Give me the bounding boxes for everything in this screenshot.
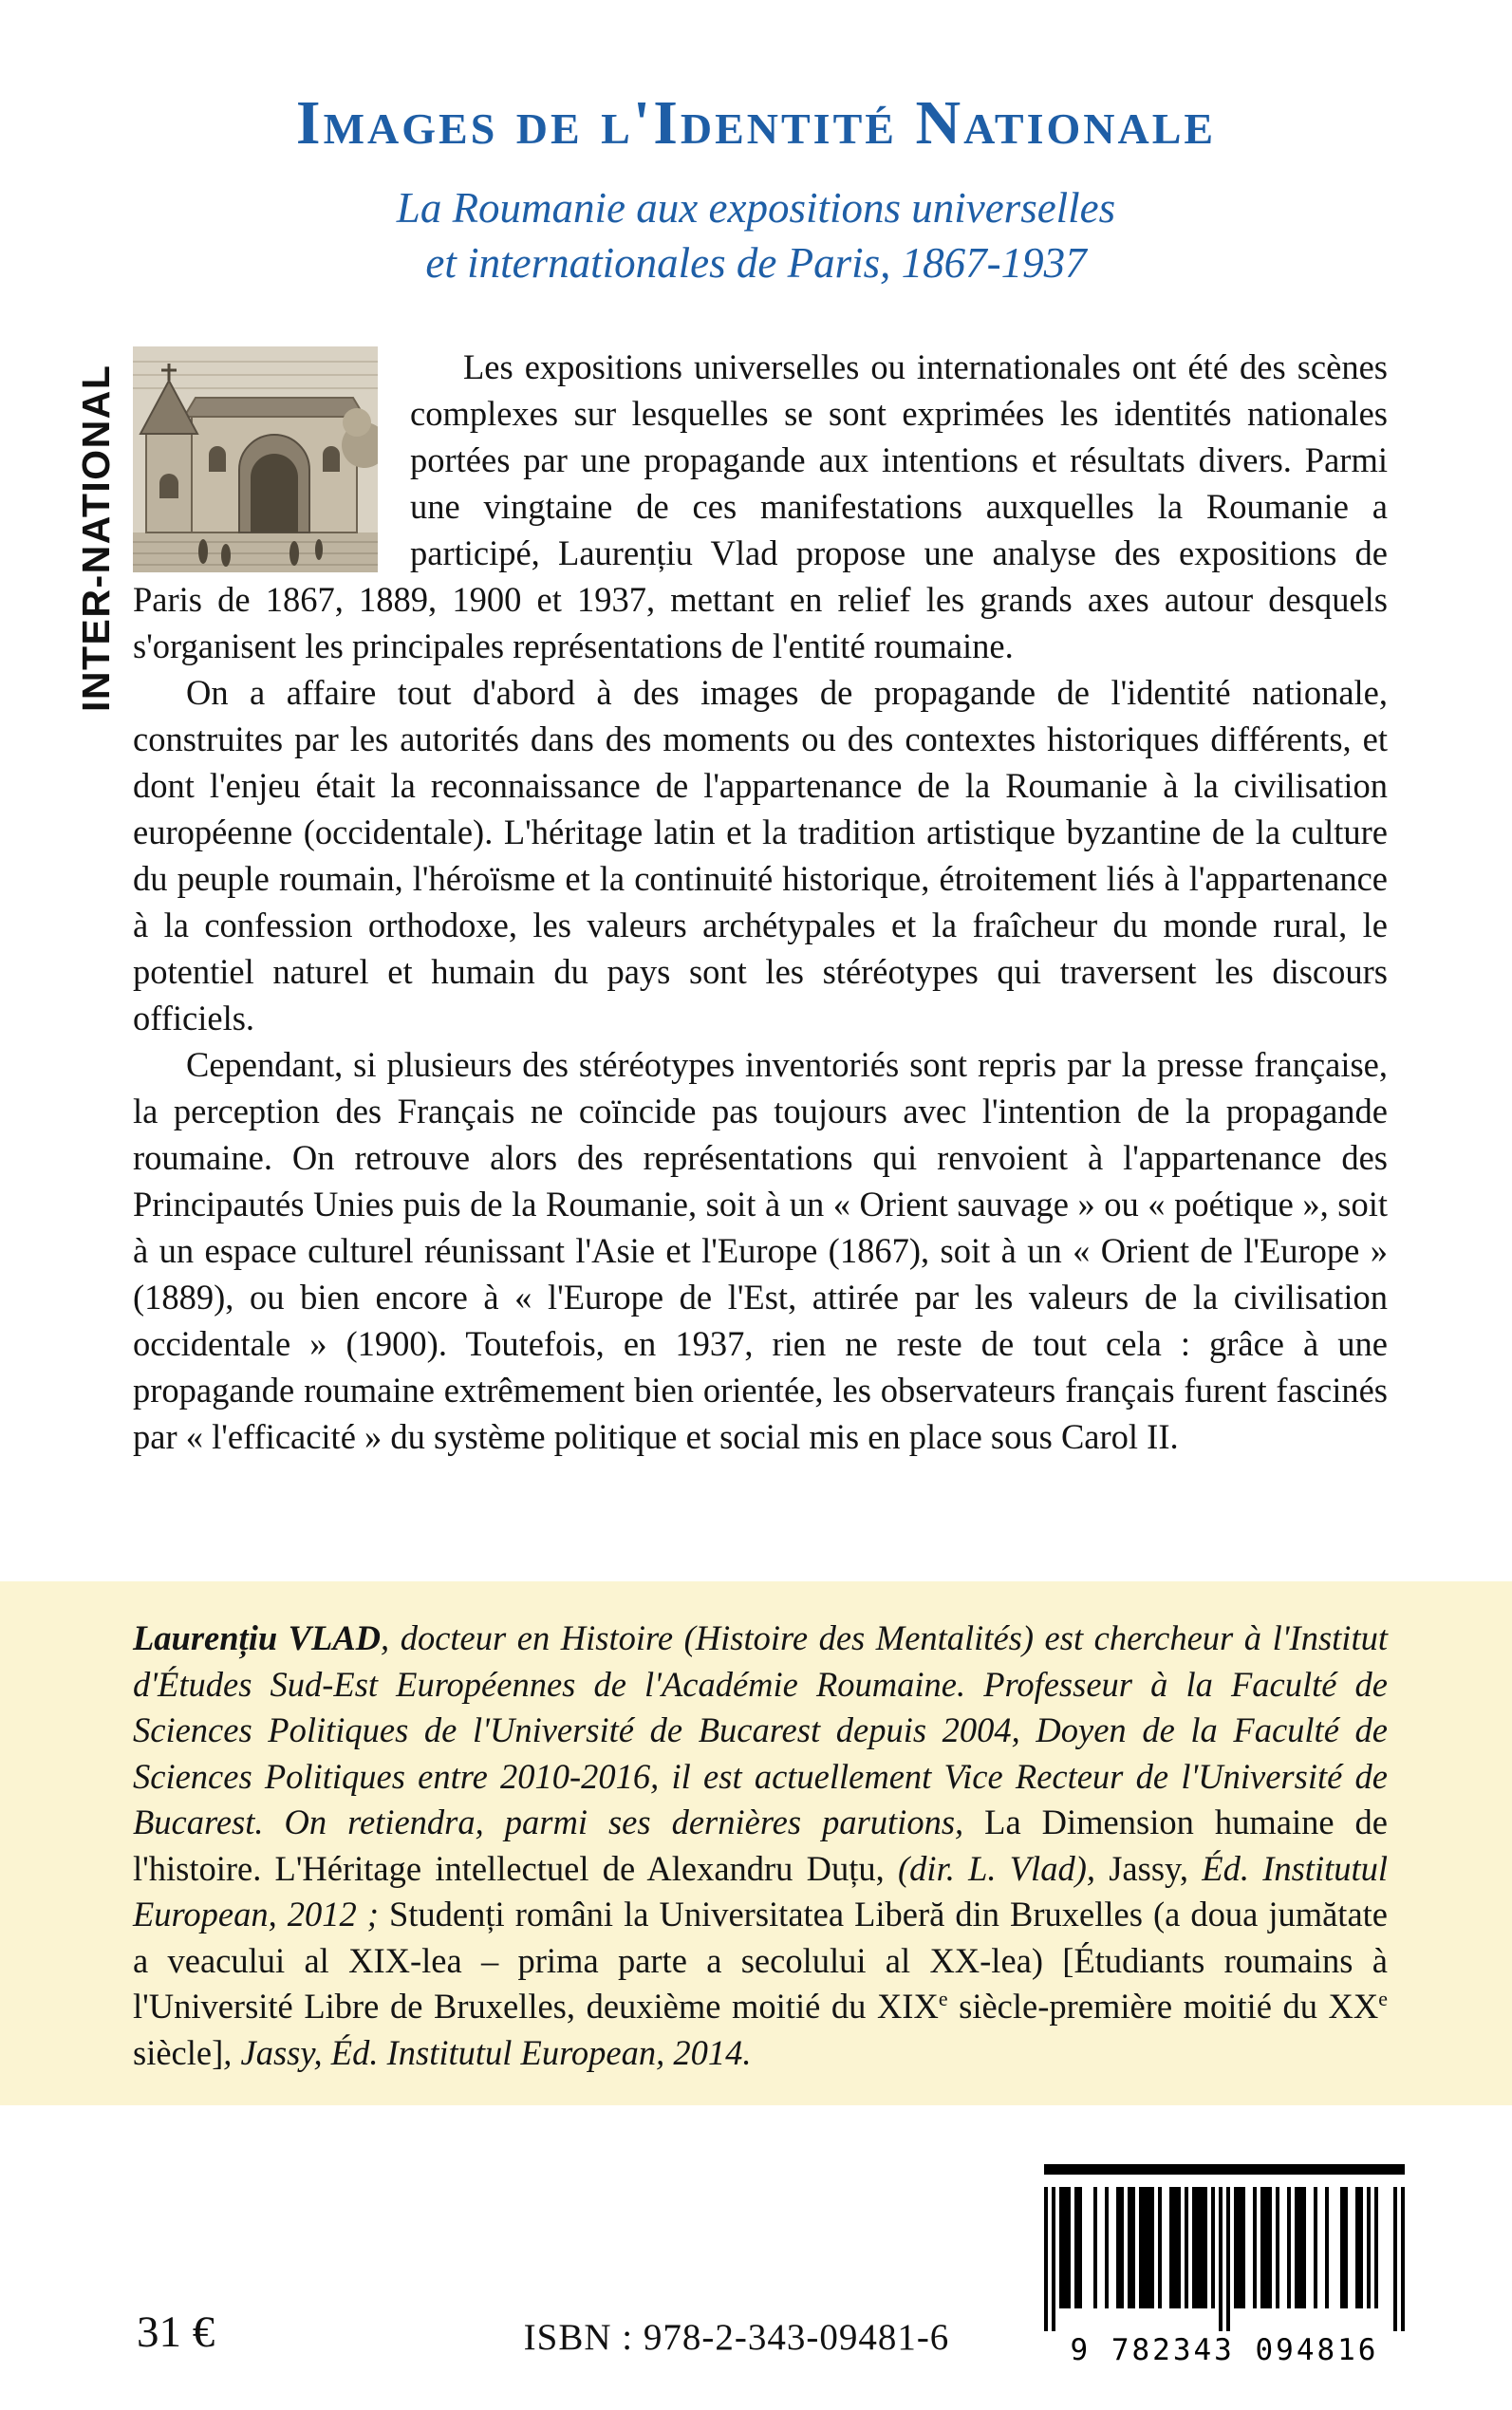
synopsis-paragraph-1-text: Les expositions universelles ou internationales ont été des scènes complexes sur lesquelles se sont exprimées les identités nationales portées par une propagande aux intentions et résultats divers. Parmi une vingtaine de ces manifestations auxquelles la Roumanie a participé, Laurențiu Vlad propose une analyse des expositions de Paris de 1867, 1889, 1900 et 1937, mettant en relief les grands axes autour desquels s'organisent les principales représentations de l'entité roumaine. [133, 347, 1388, 665]
price-label: 31 € [137, 2307, 215, 2357]
author-bio-band [0, 1581, 1512, 2105]
isbn-label: ISBN : 978-2-343-09481-6 [523, 2317, 950, 2358]
book-subtitle [0, 180, 1512, 290]
book-title: Images de l'Identité Nationale [295, 88, 1217, 158]
collection-spine-label: INTER-NATIONAL [74, 364, 118, 712]
barcode-top-rule [1044, 2164, 1405, 2175]
subtitle-line-2: et internationales de Paris, 1867-1937 [425, 239, 1087, 287]
synopsis-paragraph-2: On a affaire tout d'abord à des images de propagande de l'identité nationale, construites par les autorités dans des moments ou des contextes historiques différents, et dont l'enjeu était la reconnaissance de l'appartenance de la Roumanie à la civilisation européenne (occidentale). L'héritage latin et la tradition artistique byzantine de la culture du peuple roumain, l'héroïsme et la continuité historique, étroitement liés à l'appartenance à la confession orthodoxe, les valeurs archétypales et la fraîcheur du monde rural, le potentiel naturel et humain du pays sont les stéréotypes qui traversent les discours officiels. [133, 673, 1388, 1037]
synopsis-paragraph-3: Cependant, si plusieurs des stéréotypes inventoriés sont repris par la presse française, la perception des Français ne coïncide pas toujours avec l'intention de la propagande roumaine. On retrouve alors des représentations qui renvoient à l'appartenance des Principautés Unies puis de la Roumanie, soit à un « Orient sauvage » ou « poétique », soit à un espace culturel réunissant l'Asie et l'Europe (1867), soit à un « Orient de l'Europe » (1889), ou bien encore à « l'Europe de l'Est, attirée par les valeurs de la civilisation occidentale » (1900). Toutefois, en 1937, rien ne reste de tout cela : grâce à une propagande roumaine extrêmement bien orientée, les observateurs français furent fascinés par « l'efficacité » du système politique et social mis en place sous Carol II. [133, 1045, 1388, 1456]
subtitle-line-1: La Roumanie aux expositions universelles [396, 184, 1116, 232]
barcode-bars [1044, 2187, 1405, 2331]
synopsis-paragraph-1 [133, 344, 1388, 669]
pavilion-engraving-image [133, 346, 378, 572]
author-bio-text: Laurențiu VLAD, docteur en Histoire (Histoire des Mentalités) est chercheur à l'Institut d'Études Sud-Est Européennes de l'Académie Roumaine. Professeur à la Faculté de Sciences Politiques de l'Université de Bucarest depuis 2004, Doyen de la Faculté de Sciences Politiques entre 2010-2016, il est actuellement Vice Recteur de l'Université de Bucarest. On retiendra, parmi ses dernières parutions, La Dimension humaine de l'histoire. L'Héritage intellectuel de Alexandru Duțu, (dir. L. Vlad), Jassy, Éd. Institutul European, 2012 ; Studenți români la Universitatea Liberă din Bruxelles (a doua jumătate a veacului al XIX-lea – prima parte a secolului al XX-lea) [Étudiants roumains à l'Université Libre de Bruxelles, deuxième moitié du XIXe siècle-première moitié du XXe siècle], Jassy, Éd. Institutul European, 2014. [133, 1618, 1389, 2072]
barcode-digits: 9 782343 094816 [1070, 2333, 1379, 2367]
barcode [1044, 2164, 1405, 2367]
synopsis [133, 344, 1388, 1460]
